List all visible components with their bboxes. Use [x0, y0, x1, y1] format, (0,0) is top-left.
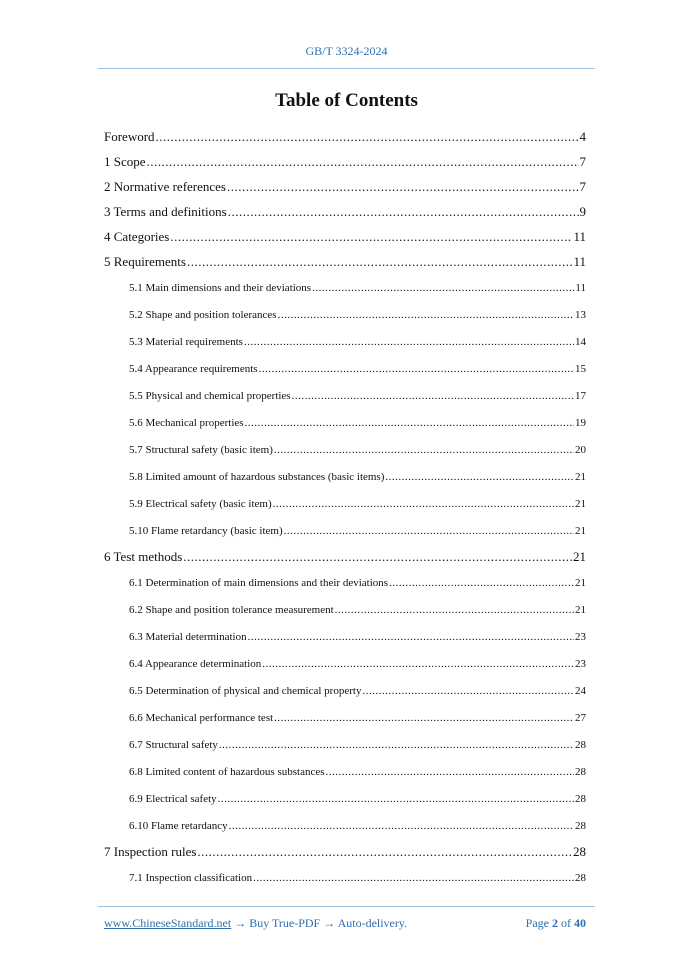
toc-entry-page: 14 — [575, 335, 586, 348]
footer-divider — [98, 906, 595, 907]
toc-entry-page: 28 — [575, 738, 586, 751]
toc-entry-label: 5.3 Material requirements — [129, 335, 243, 348]
page-current: 2 — [552, 916, 558, 930]
toc-entry-label: 6 Test methods — [104, 548, 183, 564]
toc-leader-dots — [228, 204, 579, 220]
toc-leader-dots — [170, 229, 572, 245]
toc-subsection-entry[interactable] — [104, 785, 586, 812]
toc-subsection-entry[interactable] — [104, 463, 586, 490]
toc-leader-dots — [312, 282, 574, 294]
toc-leader-dots — [262, 658, 574, 670]
toc-subsection-entry[interactable] — [104, 704, 586, 731]
toc-entry-label: 5.1 Main dimensions and their deviations — [129, 281, 312, 294]
toc-leader-dots — [273, 498, 574, 510]
toc-section-entry[interactable] — [104, 149, 586, 174]
toc-section-entry[interactable] — [104, 174, 586, 199]
toc-leader-dots — [385, 471, 574, 483]
toc-section-entry[interactable] — [104, 199, 586, 224]
toc-entry-label: 5.7 Structural safety (basic item) — [129, 443, 273, 456]
toc-subsection-entry[interactable] — [104, 301, 586, 328]
toc-subsection-entry[interactable] — [104, 650, 586, 677]
toc-subsection-entry[interactable] — [104, 623, 586, 650]
toc-entry-page: 21 — [573, 548, 586, 564]
toc-subsection-entry[interactable] — [104, 569, 586, 596]
toc-subsection-entry[interactable] — [104, 677, 586, 704]
table-of-contents — [104, 124, 586, 891]
toc-entry-page: 4 — [579, 128, 586, 144]
toc-leader-dots — [248, 631, 574, 643]
page-number — [526, 916, 586, 931]
toc-leader-dots — [335, 604, 574, 616]
toc-subsection-entry[interactable] — [104, 409, 586, 436]
toc-leader-dots — [156, 129, 579, 145]
page-of: of — [561, 916, 571, 930]
toc-entry-label: 5.8 Limited amount of hazardous substances (basic items) — [129, 470, 385, 483]
toc-leader-dots — [274, 712, 574, 724]
toc-leader-dots — [244, 336, 574, 348]
toc-leader-dots — [326, 766, 574, 778]
toc-leader-dots — [187, 254, 573, 270]
toc-entry-page: 11 — [573, 253, 586, 269]
toc-entry-label: 5.9 Electrical safety (basic item) — [129, 497, 272, 510]
toc-entry-label: 6.8 Limited content of hazardous substances — [129, 765, 325, 778]
page-total: 40 — [574, 916, 586, 930]
toc-leader-dots — [245, 417, 574, 429]
toc-entry-label: 7 Inspection rules — [104, 843, 197, 859]
toc-entry-page: 21 — [575, 603, 586, 616]
toc-entry-label: 6.7 Structural safety — [129, 738, 218, 751]
toc-entry-page: 21 — [575, 576, 586, 589]
toc-entry-label: Foreword — [104, 128, 155, 144]
toc-entry-label: 6.4 Appearance determination — [129, 657, 262, 670]
toc-entry-page: 7 — [579, 153, 586, 169]
toc-subsection-entry[interactable] — [104, 864, 586, 891]
toc-leader-dots — [362, 685, 574, 697]
footer-left — [104, 916, 407, 931]
toc-section-entry[interactable] — [104, 124, 586, 149]
toc-entry-page: 15 — [575, 362, 586, 375]
toc-entry-page: 9 — [579, 203, 586, 219]
toc-section-entry[interactable] — [104, 249, 586, 274]
website-link[interactable]: www.ChineseStandard.net — [104, 916, 232, 930]
toc-leader-dots — [147, 154, 579, 170]
toc-entry-page: 17 — [575, 389, 586, 402]
toc-leader-dots — [259, 363, 574, 375]
toc-subsection-entry[interactable] — [104, 328, 586, 355]
toc-leader-dots — [253, 872, 574, 884]
toc-entry-label: 6.6 Mechanical performance test — [129, 711, 274, 724]
toc-entry-page: 28 — [575, 792, 586, 805]
toc-entry-label: 6.10 Flame retardancy — [129, 819, 228, 832]
toc-entry-label: 6.9 Electrical safety — [129, 792, 217, 805]
toc-entry-label: 4 Categories — [104, 228, 170, 244]
toc-entry-page: 23 — [575, 630, 586, 643]
toc-section-entry[interactable] — [104, 224, 586, 249]
toc-leader-dots — [218, 793, 574, 805]
toc-entry-label: 5.2 Shape and position tolerances — [129, 308, 277, 321]
toc-subsection-entry[interactable] — [104, 517, 586, 544]
toc-subsection-entry[interactable] — [104, 596, 586, 623]
toc-leader-dots — [219, 739, 574, 751]
toc-entry-label: 6.3 Material determination — [129, 630, 247, 643]
toc-entry-page: 20 — [575, 443, 586, 456]
toc-entry-label: 6.2 Shape and position tolerance measurement — [129, 603, 334, 616]
toc-entry-page: 11 — [573, 228, 586, 244]
toc-leader-dots — [274, 444, 574, 456]
toc-entry-label: 5.5 Physical and chemical properties — [129, 389, 291, 402]
toc-subsection-entry[interactable] — [104, 355, 586, 382]
toc-leader-dots — [227, 179, 579, 195]
toc-entry-page: 7 — [579, 178, 586, 194]
toc-leader-dots — [197, 844, 572, 860]
toc-entry-page: 21 — [575, 497, 586, 510]
toc-entry-page: 28 — [575, 765, 586, 778]
toc-section-entry[interactable] — [104, 839, 586, 864]
toc-entry-page: 11 — [575, 281, 586, 294]
toc-entry-label: 5.6 Mechanical properties — [129, 416, 244, 429]
toc-entry-page: 21 — [575, 470, 586, 483]
toc-leader-dots — [278, 309, 574, 321]
toc-leader-dots — [284, 525, 574, 537]
toc-subsection-entry[interactable] — [104, 274, 586, 301]
toc-leader-dots — [229, 820, 574, 832]
toc-entry-label: 6.5 Determination of physical and chemical property — [129, 684, 362, 697]
toc-leader-dots — [292, 390, 574, 402]
toc-entry-page: 27 — [575, 711, 586, 724]
toc-entry-label: 2 Normative references — [104, 178, 226, 194]
promo-text: → Buy True-PDF → Auto-delivery. — [234, 916, 408, 930]
toc-entry-page: 13 — [575, 308, 586, 321]
toc-entry-page: 19 — [575, 416, 586, 429]
page-footer — [104, 916, 586, 931]
toc-leader-dots — [183, 549, 572, 565]
toc-subsection-entry[interactable] — [104, 490, 586, 517]
toc-entry-page: 28 — [575, 871, 586, 884]
page-title: Table of Contents — [275, 90, 418, 111]
toc-entry-page: 28 — [573, 843, 586, 859]
toc-leader-dots — [389, 577, 574, 589]
toc-entry-label: 5.4 Appearance requirements — [129, 362, 258, 375]
toc-entry-label: 3 Terms and definitions — [104, 203, 227, 219]
toc-subsection-entry[interactable] — [104, 436, 586, 463]
toc-subsection-entry[interactable] — [104, 812, 586, 839]
toc-section-entry[interactable] — [104, 544, 586, 569]
toc-subsection-entry[interactable] — [104, 382, 586, 409]
page-prefix: Page — [525, 916, 549, 930]
toc-entry-page: 23 — [575, 657, 586, 670]
toc-entry-label: 7.1 Inspection classification — [129, 871, 253, 884]
toc-subsection-entry[interactable] — [104, 758, 586, 785]
header-divider — [98, 68, 595, 69]
toc-entry-label: 5 Requirements — [104, 253, 186, 269]
toc-entry-page: 24 — [575, 684, 586, 697]
toc-entry-label: 1 Scope — [104, 153, 146, 169]
toc-entry-page: 28 — [575, 819, 586, 832]
toc-subsection-entry[interactable] — [104, 731, 586, 758]
toc-entry-label: 6.1 Determination of main dimensions and their deviations — [129, 576, 389, 589]
toc-entry-page: 21 — [575, 524, 586, 537]
document-id-header: GB/T 3324-2024 — [305, 44, 388, 58]
toc-entry-label: 5.10 Flame retardancy (basic item) — [129, 524, 283, 537]
